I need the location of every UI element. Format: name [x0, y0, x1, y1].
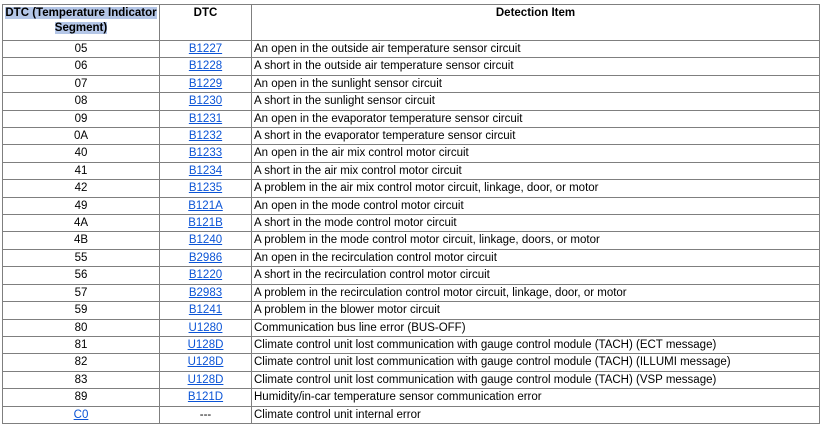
dtc-cell — [160, 41, 252, 58]
dtc-link[interactable]: U128D — [187, 338, 224, 351]
detection-item-cell: An open in the sunlight sensor circuit — [252, 75, 820, 92]
dtc-link[interactable]: B1231 — [188, 112, 223, 125]
dtc-link[interactable]: B2983 — [188, 286, 223, 299]
table-row — [3, 197, 820, 214]
table-row — [3, 284, 820, 301]
header-segment — [3, 5, 160, 41]
dtc-cell — [160, 232, 252, 249]
segment-cell: 4B — [3, 232, 160, 249]
dtc-link[interactable]: B1234 — [188, 164, 223, 177]
table-row — [3, 93, 820, 110]
detection-item-cell: A short in the recirculation control motor circuit — [252, 267, 820, 284]
segment-link[interactable]: C0 — [73, 408, 89, 421]
dtc-cell — [160, 302, 252, 319]
segment-cell: 42 — [3, 180, 160, 197]
table-row — [3, 319, 820, 336]
table-row — [3, 145, 820, 162]
detection-item-cell: An open in the mode control motor circuit — [252, 197, 820, 214]
dtc-cell — [160, 128, 252, 145]
table-row — [3, 232, 820, 249]
header-detection-item: Detection Item — [252, 5, 820, 41]
detection-item-cell: Humidity/in-car temperature sensor communication error — [252, 389, 820, 406]
table-row — [3, 128, 820, 145]
dtc-cell — [160, 215, 252, 232]
dtc-link[interactable]: U128D — [187, 373, 224, 386]
detection-item-cell: A problem in the mode control motor circuit, linkage, doors, or motor — [252, 232, 820, 249]
segment-cell: 4A — [3, 215, 160, 232]
dtc-cell — [160, 197, 252, 214]
detection-item-cell: An open in the air mix control motor circuit — [252, 145, 820, 162]
detection-item-cell: Climate control unit internal error — [252, 406, 820, 423]
table-row — [3, 249, 820, 266]
segment-cell: 57 — [3, 284, 160, 301]
table-row — [3, 267, 820, 284]
detection-item-cell: A problem in the blower motor circuit — [252, 302, 820, 319]
table-row — [3, 162, 820, 179]
table-row — [3, 41, 820, 58]
dtc-link[interactable]: B121B — [188, 217, 223, 230]
dtc-cell — [160, 284, 252, 301]
header-row — [3, 5, 820, 41]
dtc-link[interactable]: B1230 — [188, 95, 223, 108]
dtc-cell — [160, 267, 252, 284]
header-segment-label: DTC (Temperature Indicator Segment) — [5, 7, 157, 34]
dtc-cell — [160, 93, 252, 110]
segment-cell: 0A — [3, 128, 160, 145]
dtc-cell — [160, 371, 252, 388]
segment-cell: 08 — [3, 93, 160, 110]
segment-cell: 56 — [3, 267, 160, 284]
detection-item-cell: Climate control unit lost communication with gauge control module (TACH) (ILLUMI message) — [252, 354, 820, 371]
dtc-link[interactable]: B1220 — [188, 269, 223, 282]
detection-item-cell: Communication bus line error (BUS-OFF) — [252, 319, 820, 336]
detection-item-cell: A short in the mode control motor circuit — [252, 215, 820, 232]
segment-cell: 06 — [3, 58, 160, 75]
segment-cell: 09 — [3, 110, 160, 127]
dtc-cell: --- — [160, 406, 252, 423]
segment-cell: 80 — [3, 319, 160, 336]
segment-cell — [3, 406, 160, 423]
dtc-link[interactable]: B121D — [187, 391, 224, 404]
segment-cell: 82 — [3, 354, 160, 371]
dtc-cell — [160, 354, 252, 371]
dtc-link[interactable]: B1229 — [188, 77, 223, 90]
detection-item-cell: An open in the evaporator temperature sensor circuit — [252, 110, 820, 127]
segment-cell: 40 — [3, 145, 160, 162]
table-header — [3, 5, 820, 41]
segment-cell: 81 — [3, 336, 160, 353]
detection-item-cell: A short in the sunlight sensor circuit — [252, 93, 820, 110]
detection-item-cell: A problem in the recirculation control motor circuit, linkage, door, or motor — [252, 284, 820, 301]
dtc-cell — [160, 389, 252, 406]
segment-cell: 83 — [3, 371, 160, 388]
detection-item-cell: A short in the outside air temperature sensor circuit — [252, 58, 820, 75]
detection-item-cell: Climate control unit lost communication with gauge control module (TACH) (VSP message) — [252, 371, 820, 388]
dtc-link[interactable]: B1228 — [188, 60, 223, 73]
segment-cell: 49 — [3, 197, 160, 214]
table-body — [3, 41, 820, 424]
dtc-link[interactable]: U1280 — [188, 321, 223, 334]
dtc-link[interactable]: B121A — [188, 199, 223, 212]
dtc-cell — [160, 145, 252, 162]
detection-item-cell: An open in the outside air temperature sensor circuit — [252, 41, 820, 58]
segment-cell: 55 — [3, 249, 160, 266]
dtc-cell — [160, 75, 252, 92]
dtc-cell — [160, 249, 252, 266]
dtc-link[interactable]: B1241 — [188, 304, 223, 317]
dtc-cell — [160, 110, 252, 127]
detection-item-cell: A problem in the air mix control motor circuit, linkage, door, or motor — [252, 180, 820, 197]
dtc-cell — [160, 336, 252, 353]
detection-item-cell: A short in the evaporator temperature sensor circuit — [252, 128, 820, 145]
header-dtc: DTC — [160, 5, 252, 41]
segment-cell: 07 — [3, 75, 160, 92]
detection-item-cell: An open in the recirculation control motor circuit — [252, 249, 820, 266]
table-row — [3, 371, 820, 388]
segment-cell: 05 — [3, 41, 160, 58]
dtc-cell — [160, 319, 252, 336]
dtc-link[interactable]: B1233 — [188, 147, 223, 160]
table-row — [3, 336, 820, 353]
table-row — [3, 110, 820, 127]
segment-cell: 41 — [3, 162, 160, 179]
table-row — [3, 354, 820, 371]
table-row — [3, 406, 820, 423]
dtc-cell — [160, 58, 252, 75]
dtc-link[interactable]: B1235 — [188, 182, 223, 195]
detection-item-cell: Climate control unit lost communication with gauge control module (TACH) (ECT message) — [252, 336, 820, 353]
dtc-link[interactable]: B1232 — [188, 130, 223, 143]
dtc-table — [2, 4, 820, 424]
detection-item-cell: A short in the air mix control motor circuit — [252, 162, 820, 179]
dtc-cell — [160, 180, 252, 197]
table-row — [3, 389, 820, 406]
dtc-link[interactable]: B1227 — [188, 43, 223, 55]
dtc-cell — [160, 162, 252, 179]
table-row — [3, 180, 820, 197]
table-row — [3, 75, 820, 92]
table-row — [3, 58, 820, 75]
dtc-link[interactable]: B1240 — [188, 234, 223, 247]
table-row — [3, 302, 820, 319]
segment-cell: 59 — [3, 302, 160, 319]
dtc-link[interactable]: B2986 — [188, 251, 223, 264]
table-row — [3, 215, 820, 232]
segment-cell: 89 — [3, 389, 160, 406]
dtc-link[interactable]: U128D — [187, 356, 224, 369]
